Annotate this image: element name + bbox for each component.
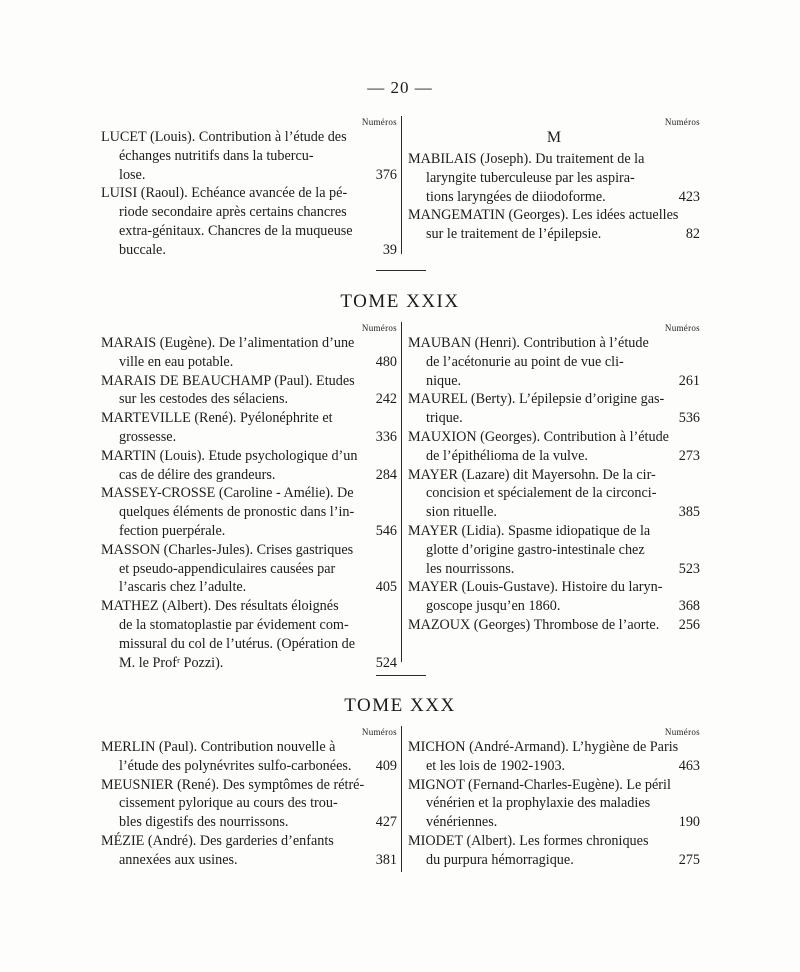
entry-number: 423 xyxy=(678,188,700,205)
entry-number: 376 xyxy=(375,166,397,183)
entry-text-line: MARTEVILLE (René). Pyélonéphrite et xyxy=(101,410,333,427)
entry-text-line: MARAIS (Eugène). De l’alimentation d’une xyxy=(101,335,355,351)
index-entry xyxy=(408,206,700,244)
index-entry xyxy=(408,390,700,428)
entry-number: 39 xyxy=(382,241,397,258)
section-tome-xxx xyxy=(0,726,800,876)
entry-number: 82 xyxy=(685,226,700,243)
entry-text-line: de la stomatoplastie par évidement com- xyxy=(119,616,349,633)
entry-text-line: LUISI (Raoul). Echéance avancée de la pé- xyxy=(101,185,348,202)
entry-text-line: échanges nutritifs dans la tubercu- xyxy=(119,147,314,164)
entry-text-line: MICHON (André-Armand). L’hygiène de Paris xyxy=(408,739,679,755)
index-entry xyxy=(101,832,397,870)
tome-xxx-right-column xyxy=(408,726,700,870)
entry-text-line: MIGNOT (Fernand-Charles-Eugène). Le péril xyxy=(408,776,671,793)
index-entry xyxy=(408,150,700,206)
entry-text-line: ville en eau potable. xyxy=(119,353,234,370)
column-divider xyxy=(401,322,402,662)
entry-text-line: sur le traitement de l’épilepsie. xyxy=(426,226,602,243)
tome-xxix-heading: TOME XXIX xyxy=(340,291,460,312)
entry-text-line: du purpura hémorragique. xyxy=(426,851,574,868)
index-entry xyxy=(101,597,397,672)
entry-text-line: cissement pylorique au cours des trou- xyxy=(119,795,338,812)
index-entry xyxy=(408,428,700,466)
entry-number: 242 xyxy=(375,391,397,408)
entry-number: 385 xyxy=(678,504,700,521)
entry-text-line: les nourrissons. xyxy=(426,560,515,577)
entry-text-line: sion rituelle. xyxy=(426,504,497,521)
entry-text-line: vénérien et la prophylaxie des maladies xyxy=(426,795,651,812)
entry-text-line: de l’épithélioma de la vulve. xyxy=(426,447,588,464)
entry-text-line: riode secondaire après certains chancres xyxy=(119,204,347,221)
index-entry xyxy=(101,372,397,410)
numeros-label: Numéros xyxy=(361,727,397,737)
entry-number: 336 xyxy=(375,428,397,445)
entry-text-line: cas de délire des grandeurs. xyxy=(119,466,276,483)
section-tome-xxix xyxy=(0,322,800,671)
entry-text-line: MABILAIS (Joseph). Du traitement de la xyxy=(408,151,645,167)
numeros-label: Numéros xyxy=(361,323,397,333)
separator-rule xyxy=(376,270,426,271)
column-divider xyxy=(401,726,402,872)
entry-text-line: l’ascaris chez l’adulte. xyxy=(119,579,247,596)
entry-number: 273 xyxy=(678,447,700,464)
entry-text-line: MEUSNIER (René). Des symptômes de rétré- xyxy=(101,776,365,793)
index-entry xyxy=(101,738,397,776)
entry-text-line: MAUBAN (Henri). Contribution à l’étude xyxy=(408,335,649,351)
entry-text-line: MERLIN (Paul). Contribution nouvelle à xyxy=(101,739,336,755)
index-entry xyxy=(101,776,397,832)
intro-right-column xyxy=(408,116,700,244)
entry-text-line: bles digestifs des nourrissons. xyxy=(119,814,289,831)
column-divider xyxy=(401,116,402,254)
entry-number: 536 xyxy=(678,410,700,427)
index-entry xyxy=(408,466,700,522)
index-entry xyxy=(101,128,397,184)
entry-text-line: MAUREL (Berty). L’épilepsie d’origine gas- xyxy=(408,391,665,408)
entry-text-line: glotte d’origine gastro-intestinale chez xyxy=(426,541,645,558)
entry-text-line: de l’acétonurie au point de vue cli- xyxy=(426,353,624,370)
index-entry xyxy=(101,184,397,259)
entry-number: 405 xyxy=(375,579,397,596)
entry-text-line: MATHEZ (Albert). Des résultats éloignés xyxy=(101,598,339,615)
entry-number: 284 xyxy=(375,466,397,483)
entry-number: 256 xyxy=(678,616,700,633)
entry-text-line: trique. xyxy=(426,410,463,427)
intro-left-column xyxy=(101,116,397,260)
numeros-label: Numéros xyxy=(664,117,700,127)
entry-number: 523 xyxy=(678,560,700,577)
entry-text-line: MIODET (Albert). Les formes chroniques xyxy=(408,832,649,849)
entry-number: 524 xyxy=(375,654,397,671)
entry-text-line: extra-génitaux. Chancres de la muqueuse xyxy=(119,222,353,239)
entry-text-line: MAUXION (Georges). Contribution à l’étude xyxy=(408,428,669,445)
index-entry xyxy=(408,738,700,776)
entry-text-line: MARTIN (Louis). Etude psychologique d’un xyxy=(101,447,358,464)
entry-text-line: concision et spécialement de la circonci- xyxy=(426,485,657,502)
page-number: — 20 — xyxy=(367,78,433,97)
entry-text-line: nique. xyxy=(426,372,462,389)
entry-number: 480 xyxy=(375,353,397,370)
entry-text-line: quelques éléments de pronostic dans l’in- xyxy=(119,504,355,521)
index-entry xyxy=(408,522,700,578)
entry-text-line: MAYER (Lidia). Spasme idiopatique de la xyxy=(408,522,651,539)
entry-text-line: MAYER (Louis-Gustave). Histoire du laryn- xyxy=(408,579,663,596)
section-letter: M xyxy=(546,129,562,146)
index-entry xyxy=(408,578,700,616)
numeros-label: Numéros xyxy=(664,323,700,333)
tome-xxx-heading: TOME XXX xyxy=(344,695,456,716)
entry-number: 546 xyxy=(375,522,397,539)
entry-text-line: vénériennes. xyxy=(426,814,498,831)
entry-text-line: MANGEMATIN (Georges). Les idées actuelles xyxy=(408,207,679,224)
entry-number: 409 xyxy=(375,757,397,774)
entry-number: 261 xyxy=(678,372,700,389)
entry-text-line: et pseudo-appendiculaires causées par xyxy=(119,560,336,577)
numeros-label: Numéros xyxy=(361,117,397,127)
index-entry xyxy=(101,334,397,372)
separator-rule xyxy=(376,675,426,676)
index-entry xyxy=(101,484,397,540)
entry-text-line: goscope jusqu’en 1860. xyxy=(426,598,561,615)
entry-text-line: MASSEY-CROSSE (Caroline - Amélie). De xyxy=(101,485,354,502)
entry-text-line: MARAIS DE BEAUCHAMP (Paul). Etudes xyxy=(101,372,355,389)
entry-text-line: M. le Profʳ Pozzi). xyxy=(119,654,224,671)
entry-text-line: fection puerpérale. xyxy=(119,522,226,539)
entry-text-line: MAYER (Lazare) dit Mayersohn. De la cir- xyxy=(408,466,656,483)
entry-text-line: grossesse. xyxy=(119,428,177,445)
entry-text-line: tions laryngées de diiodoforme. xyxy=(426,188,606,205)
section-intro xyxy=(0,116,800,256)
entry-text-line: l’étude des polynévrites sulfo-carbonées. xyxy=(119,757,352,774)
entry-text-line: et les lois de 1902-1903. xyxy=(426,757,566,774)
index-entry xyxy=(408,832,700,870)
index-entry xyxy=(408,616,700,635)
entry-text-line: sur les cestodes des sélaciens. xyxy=(119,391,289,408)
entry-text-line: missural du col de l’utérus. (Opération de xyxy=(119,635,355,652)
entry-text-line: MASSON (Charles-Jules). Crises gastriques xyxy=(101,541,354,558)
entry-number: 381 xyxy=(375,851,397,868)
entry-text-line: LUCET (Louis). Contribution à l’étude des xyxy=(101,129,347,145)
tome-xxx-left-column xyxy=(101,726,397,870)
entry-text-line: annexées aux usines. xyxy=(119,851,238,868)
entry-number: 368 xyxy=(678,598,700,615)
tome-xxix-right-column xyxy=(408,322,700,635)
index-entry xyxy=(408,776,700,832)
entry-number: 275 xyxy=(678,851,700,868)
index-entry xyxy=(101,541,397,597)
numeros-label: Numéros xyxy=(664,727,700,737)
index-entry xyxy=(408,334,700,390)
entry-text-line: lose. xyxy=(119,166,146,183)
tome-xxix-left-column xyxy=(101,322,397,672)
entry-text-line: laryngite tuberculeuse par les aspira- xyxy=(426,169,635,186)
entry-number: 190 xyxy=(678,814,700,831)
entry-text-line: buccale. xyxy=(119,241,166,258)
entry-text-line: MÉZIE (André). Des garderies d’enfants xyxy=(101,832,334,849)
index-entry xyxy=(101,447,397,485)
entry-number: 463 xyxy=(678,757,700,774)
index-entry xyxy=(101,409,397,447)
entry-number: 427 xyxy=(375,814,397,831)
entry-text-line: MAZOUX (Georges) Thrombose de l’aorte. xyxy=(408,616,660,633)
